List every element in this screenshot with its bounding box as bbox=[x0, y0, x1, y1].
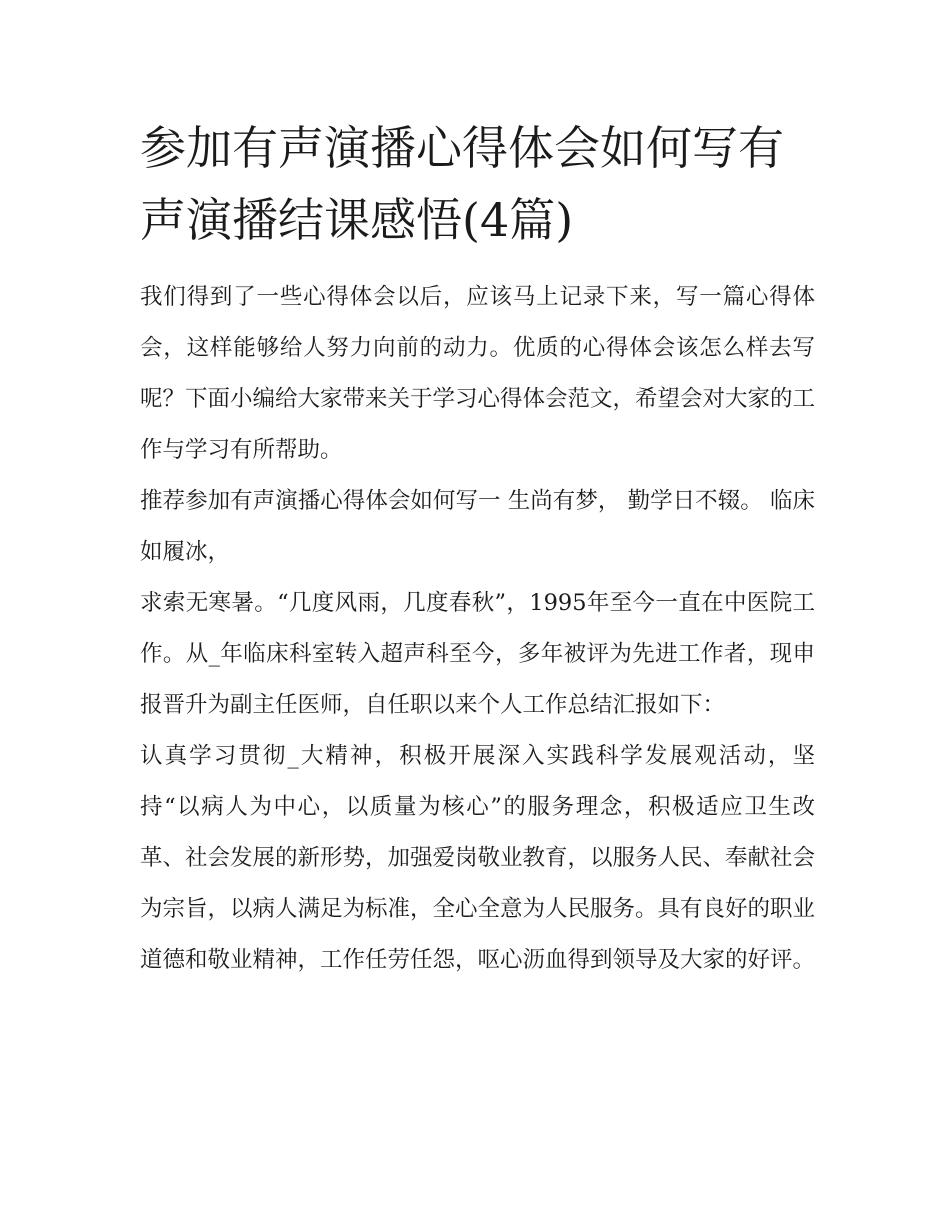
paragraph-recommend: 推荐参加有声演播心得体会如何写一 生尚有梦， 勤学日不辍。 临床如履冰， bbox=[140, 488, 815, 565]
document-title: 参加有声演播心得体会如何写有声演播结课感悟(4篇) bbox=[140, 121, 784, 247]
document-page bbox=[140, 112, 815, 986]
paragraph-career: 求索无寒暑。“几度风雨，几度春秋”，1995年至今一直在中医院工作。从_年临床科室转入超声科至今，多年被评为先进工作者，现申报晋升为副主任医师，自任职以来个人工作总结汇报如下： bbox=[140, 590, 815, 718]
paragraph-ethics: 认真学习贯彻_大精神，积极开展深入实践科学发展观活动，坚持“以病人为中心，以质量为核心”的服务理念，积极适应卫生改革、社会发展的新形势，加强爱岗敬业教育，以服务人民、奉献社会为宗旨，以病人满足为标准，全心全意为人民服务。具有良好的职业道德和敬业精神，工作任劳任怨，呕心沥血得到领导及大家的好评。 bbox=[140, 743, 816, 973]
paragraph-intro: 我们得到了一些心得体会以后，应该马上记录下来，写一篇心得体会，这样能够给人努力向前的动力。优质的心得体会该怎么样去写呢？下面小编给大家带来关于学习心得体会范文，希望会对大家的工作与学习有所帮助。 bbox=[140, 284, 816, 463]
